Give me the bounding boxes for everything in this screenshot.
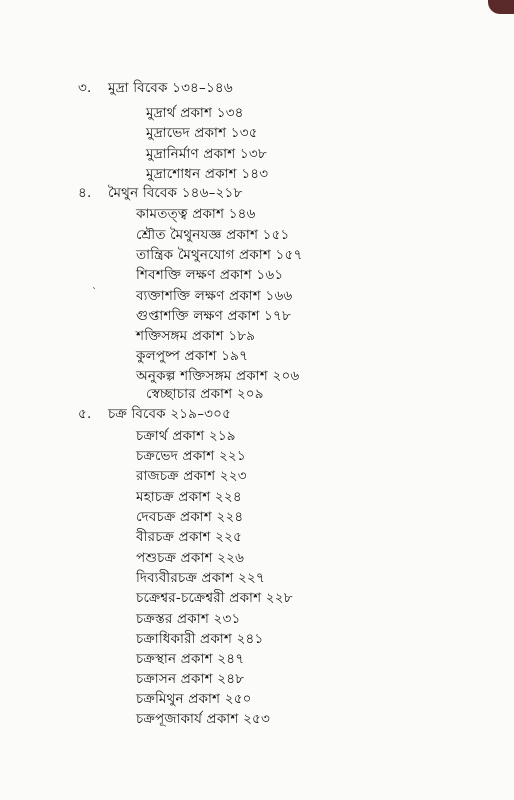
toc-entry: তান্ত্রিক মৈথুনযোগ প্রকাশ ১৫৭ [136, 247, 303, 263]
toc-entry: শক্তিসঙ্গম প্রকাশ ১৮৯ [136, 328, 256, 344]
toc-entry: শিবশক্তি লক্ষণ প্রকাশ ১৬১ [136, 267, 284, 283]
section-title: মুদ্রা বিবেক ১৩৪–১৪৬ [108, 80, 233, 96]
section-number: ৫. [78, 406, 92, 422]
toc-entry: চক্রার্থ প্রকাশ ২১৯ [136, 428, 236, 444]
toc-entry: চক্রভেদ প্রকাশ ২২১ [136, 448, 246, 464]
toc-entry: শ্রৌত মৈথুনযজ্ঞ প্রকাশ ১৫১ [136, 227, 290, 243]
toc-entry: মুদ্রাশোধন প্রকাশ ১৪৩ [146, 166, 269, 182]
toc-entry: চক্রস্তর প্রকাশ ২৩১ [136, 611, 241, 627]
toc-entry: মহাচক্র প্রকাশ ২২৪ [136, 489, 242, 505]
toc-entry: কামতত্ত্ব প্রকাশ ১৪৬ [136, 206, 256, 222]
toc-entry: গুপ্তাশক্তি লক্ষণ প্রকাশ ১৭৮ [136, 308, 291, 324]
toc-entry: চক্রাধিকারী প্রকাশ ২৪১ [136, 631, 264, 647]
section-number: ৩. [78, 80, 92, 96]
section-heading [78, 405, 231, 423]
toc-entry: অনুকল্প শক্তিসঙ্গম প্রকাশ ২০৬ [136, 368, 300, 384]
toc-entry: দেবচক্র প্রকাশ ২২৪ [136, 509, 244, 525]
toc-entry: চক্রপূজাকার্য প্রকাশ ২৫৩ [136, 711, 270, 727]
toc-entry: চক্রস্থান প্রকাশ ২৪৭ [136, 651, 245, 667]
toc-entry: চক্রমিথুন প্রকাশ ২৫০ [136, 691, 252, 707]
toc-entry: মুদ্রাভেদ প্রকাশ ১৩৫ [146, 125, 258, 141]
ink-speck: ˋ [92, 287, 97, 298]
toc-entry: কুলপুষ্প প্রকাশ ১৯৭ [136, 348, 249, 364]
toc-entry: পশুচক্র প্রকাশ ২২৬ [136, 550, 245, 566]
toc-entry: চক্রাসন প্রকাশ ২৪৮ [136, 671, 245, 687]
section-heading [78, 184, 242, 202]
toc-entry: স্বেচ্ছাচার প্রকাশ ২০৯ [146, 386, 264, 402]
toc-entry: মুদ্রানির্মাণ প্রকাশ ১৩৮ [146, 146, 267, 162]
toc-entry: চক্রেশ্বর-চক্রেশ্বরী প্রকাশ ২২৮ [136, 590, 293, 606]
section-number: ৪. [78, 185, 92, 201]
toc-entry: মুদ্রার্থ প্রকাশ ১৩৪ [146, 105, 244, 121]
toc-entry: ব্যক্তাশক্তি লক্ষণ প্রকাশ ১৬৬ [136, 288, 293, 304]
section-heading [78, 79, 233, 97]
section-title: মৈথুন বিবেক ১৪৬–২১৮ [108, 185, 243, 201]
toc-entry: দিব্যবীরচক্র প্রকাশ ২২৭ [136, 570, 265, 586]
toc-entry: বীরচক্র প্রকাশ ২২৫ [136, 529, 243, 545]
page-edge-mark [488, 0, 514, 14]
section-title: চক্র বিবেক ২১৯–৩০৫ [108, 406, 232, 422]
toc-entry: রাজচক্র প্রকাশ ২২৩ [136, 468, 247, 484]
